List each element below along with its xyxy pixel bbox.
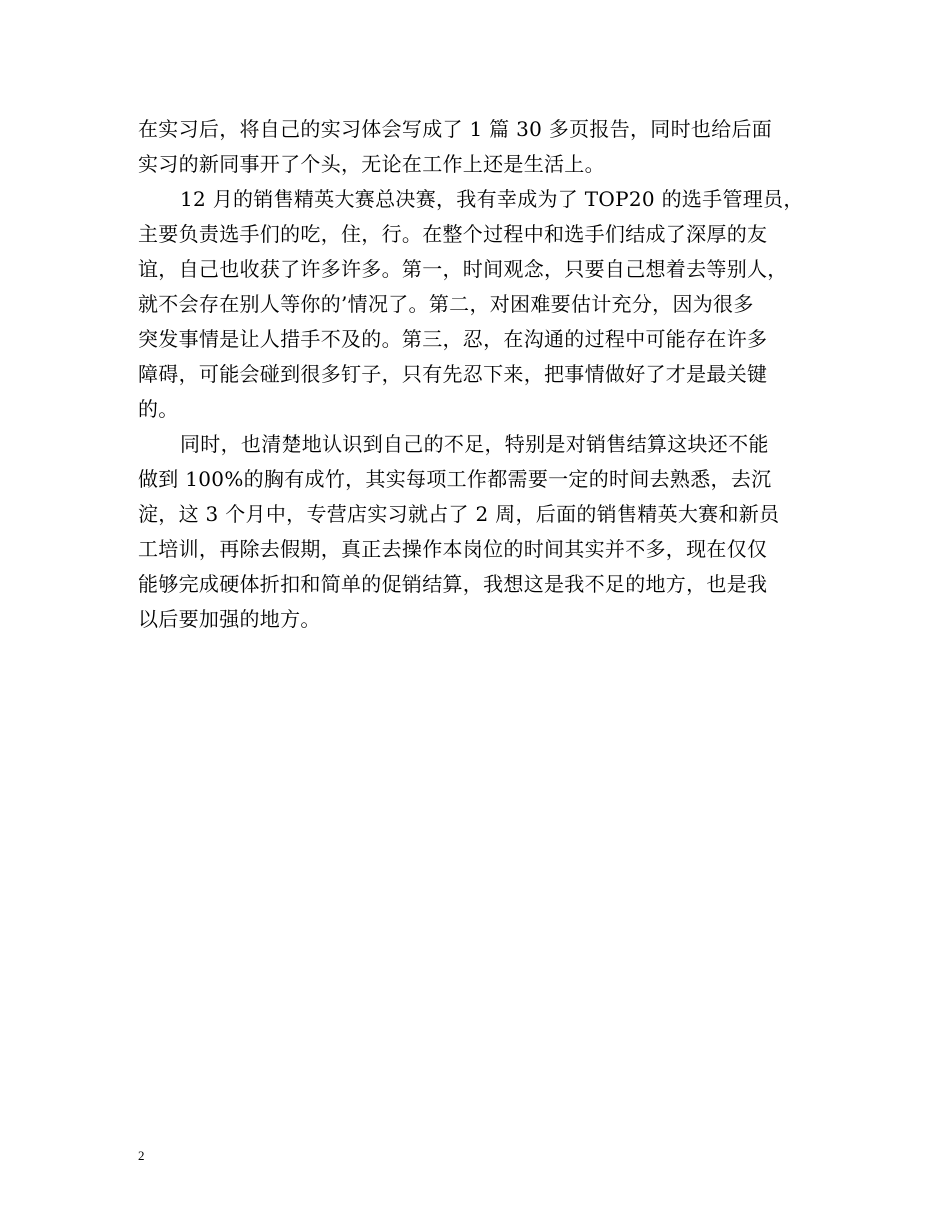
paragraph-internship-report: 在实习后，将自己的实习体会写成了 1 篇 30 多页报告，同时也给后面 实习的新同事开了个头，无论在工作上还是生活上。 bbox=[138, 117, 773, 176]
paragraph-sales-contest: 12 月的销售精英大赛总决赛，我有幸成为了 TOP20 的选手管理员， 主要负责选手们的吃，住，行。在整个过程中和选手们结成了深厚的友 谊，自己也收获了许多许多。第一，时间观念，只要自己想着去等别人， 就不会存在别人等你的’情况了。第二，对困难要估计充分，因为很多 突发事情是让人措手不及的。第三，忍，在沟通的过程中可能存在许多 障碍，可能会碰到很多钉子，只有先忍下来，把事情做好了才是最关键 的。 bbox=[138, 187, 804, 421]
document-body bbox=[138, 112, 818, 637]
page-number: 2 bbox=[138, 1148, 145, 1163]
paragraph-shortcomings: 同时，也清楚地认识到自己的不足，特别是对销售结算这块还不能 做到 100%的胸有成竹，其实每项工作都需要一定的时间去熟悉，去沉 淀，这 3 个月中，专营店实习就占了 2 周，后面的销售精英大赛和新员 工培训，再除去假期，真正去操作本岗位的时间其实并不多，现在仅仅 能够完成硬体折扣和简单的促销结算，我想这是我不足的地方，也是我 以后要加强的地方。 bbox=[138, 432, 780, 631]
